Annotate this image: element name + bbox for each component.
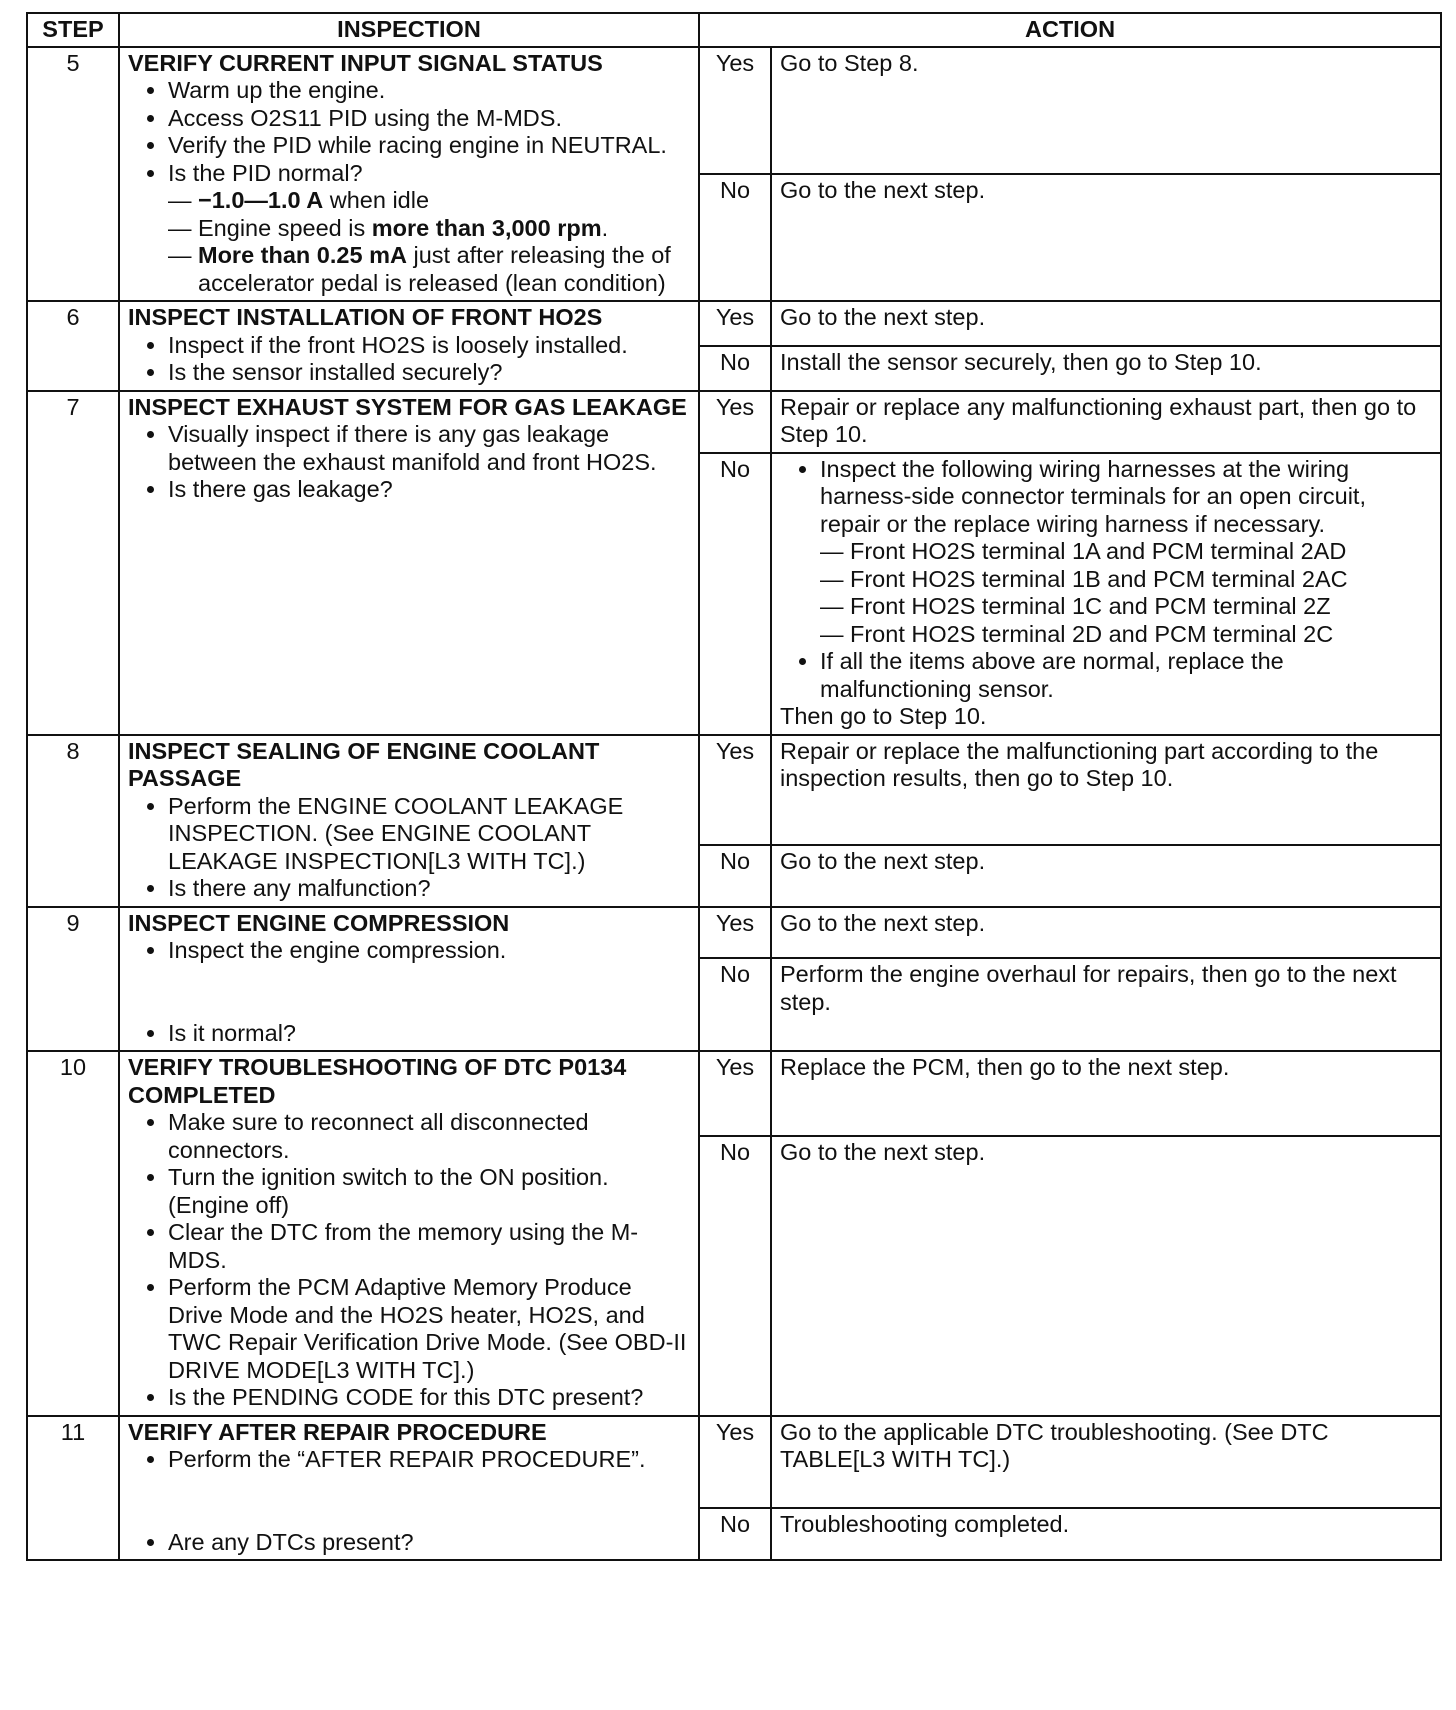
list-item: • If all the items above are normal, replace the malfunctioning sensor. — [820, 648, 1432, 703]
inspection-list — [128, 1529, 690, 1557]
spacer — [128, 1474, 690, 1529]
no-action: Troubleshooting completed. — [771, 1508, 1441, 1560]
table-row — [27, 391, 1441, 453]
list-item: • Perform the PCM Adaptive Memory Produce Drive Mode and the HO2S heater, HO2S, and TWC Repair Verification Drive Mode. (See OBD-II DRIVE MODE[L3 WITH TC].) — [168, 1274, 690, 1384]
inspection-list — [128, 332, 690, 387]
list-item: • Is there any malfunction? — [168, 875, 690, 903]
yes-action: Repair or replace the malfunctioning part according to the inspection results, then go to Step 10. — [771, 735, 1441, 846]
condition-list — [168, 187, 690, 297]
yes-action: Replace the PCM, then go to the next step. — [771, 1051, 1441, 1136]
no-label: No — [699, 845, 771, 907]
step-title: INSPECT ENGINE COMPRESSION — [128, 909, 510, 936]
no-label: No — [699, 1508, 771, 1560]
inspection-cell — [119, 1416, 699, 1561]
table-row — [27, 907, 1441, 959]
yes-label: Yes — [699, 1051, 771, 1136]
table-row — [27, 1051, 1441, 1136]
no-action: Go to the next step. — [771, 845, 1441, 907]
table-header-row — [27, 13, 1441, 47]
action-list — [780, 456, 1432, 704]
condition-item — [198, 242, 690, 297]
inspection-cell — [119, 735, 699, 907]
inspection-list — [128, 937, 690, 965]
inspection-cell — [119, 907, 699, 1052]
yes-action: Repair or replace any malfunctioning exhaust part, then go to Step 10. — [771, 391, 1441, 453]
list-item: • Make sure to reconnect all disconnected connectors. — [168, 1109, 690, 1164]
step-title: VERIFY TROUBLESHOOTING OF DTC P0134 COMPLETED — [128, 1054, 627, 1108]
list-item-text: Inspect the following wiring harnesses at the wiring harness-side connector terminals for an open circuit, repair or the replace wiring harness if necessary. — [820, 455, 1366, 537]
yes-action: Go to the applicable DTC troubleshooting. (See DTC TABLE[L3 WITH TC].) — [771, 1416, 1441, 1509]
inspection-list — [128, 1109, 690, 1412]
step-number: 8 — [27, 735, 119, 907]
step-number: 9 — [27, 907, 119, 1052]
no-action: Install the sensor securely, then go to Step 10. — [771, 346, 1441, 391]
step-title: VERIFY AFTER REPAIR PROCEDURE — [128, 1418, 547, 1445]
condition-value: More than 0.25 mA — [198, 242, 407, 268]
list-item: • Is it normal? — [168, 1020, 690, 1048]
list-item: • Visually inspect if there is any gas leakage between the exhaust manifold and front HO2S. — [168, 421, 690, 476]
yes-label: Yes — [699, 301, 771, 346]
list-item: • Are any DTCs present? — [168, 1529, 690, 1557]
list-item: • Access O2S11 PID using the M-MDS. — [168, 105, 690, 133]
inspection-cell — [119, 301, 699, 391]
terminal-item: — Front HO2S terminal 1C and PCM terminal 2Z — [850, 593, 1432, 621]
inspection-list — [128, 77, 690, 297]
inspection-cell — [119, 391, 699, 735]
troubleshooting-table — [26, 12, 1442, 1561]
step-title: INSPECT EXHAUST SYSTEM FOR GAS LEAKAGE — [128, 393, 687, 420]
inspection-list — [128, 1446, 690, 1474]
troubleshooting-document — [26, 12, 1440, 1561]
header-step: STEP — [27, 13, 119, 47]
step-title: INSPECT INSTALLATION OF FRONT HO2S — [128, 304, 603, 330]
step-number: 11 — [27, 1416, 119, 1561]
condition-item — [198, 215, 690, 243]
terminal-item: — Front HO2S terminal 1A and PCM terminal 2AD — [850, 538, 1432, 566]
list-item: • Warm up the engine. — [168, 77, 690, 105]
condition-text: . — [601, 214, 609, 241]
condition-text: when idle — [323, 187, 430, 213]
no-label: No — [699, 346, 771, 391]
no-label: No — [699, 958, 771, 1051]
no-action: Go to the next step. — [771, 1136, 1441, 1416]
no-label: No — [699, 1136, 771, 1416]
inspection-cell — [119, 1051, 699, 1416]
list-item: • Verify the PID while racing engine in NEUTRAL. — [168, 132, 690, 160]
terminal-item: — Front HO2S terminal 1B and PCM terminal 2AC — [850, 566, 1432, 594]
header-inspection: INSPECTION — [119, 13, 699, 47]
condition-item — [198, 187, 690, 215]
inspection-list — [128, 1020, 690, 1048]
yes-label: Yes — [699, 391, 771, 453]
yes-label: Yes — [699, 1416, 771, 1509]
table-row — [27, 1416, 1441, 1509]
condition-text: Engine speed is — [198, 214, 372, 241]
no-action: Go to the next step. — [771, 174, 1441, 301]
step-number: 6 — [27, 301, 119, 391]
list-item: • Perform the “AFTER REPAIR PROCEDURE”. — [168, 1446, 690, 1474]
step-title: VERIFY CURRENT INPUT SIGNAL STATUS — [128, 49, 603, 76]
list-item: • Is the sensor installed securely? — [168, 359, 690, 387]
list-item: • Is the PENDING CODE for this DTC present? — [168, 1384, 690, 1412]
yes-label: Yes — [699, 907, 771, 959]
step-number: 7 — [27, 391, 119, 735]
yes-label: Yes — [699, 47, 771, 174]
no-action — [771, 453, 1441, 735]
inspection-list — [128, 793, 690, 903]
terminal-list — [820, 538, 1432, 648]
yes-action: Go to Step 8. — [771, 47, 1441, 174]
condition-text: just after releasing the of accelerator pedal is released (lean condition) — [198, 242, 671, 296]
yes-label: Yes — [699, 735, 771, 846]
action-followup: Then go to Step 10. — [780, 703, 987, 729]
table-row — [27, 301, 1441, 346]
table-row — [27, 735, 1441, 846]
step-number: 5 — [27, 47, 119, 302]
step-title: INSPECT SEALING OF ENGINE COOLANT PASSAGE — [128, 737, 600, 791]
list-item: • Turn the ignition switch to the ON position. (Engine off) — [168, 1164, 690, 1219]
list-item: • Clear the DTC from the memory using the M-MDS. — [168, 1219, 690, 1274]
terminal-item: — Front HO2S terminal 2D and PCM terminal 2C — [850, 621, 1432, 649]
step-number: 10 — [27, 1051, 119, 1416]
yes-action: Go to the next step. — [771, 301, 1441, 346]
yes-action: Go to the next step. — [771, 907, 1441, 959]
list-item — [820, 456, 1432, 649]
list-item: • Inspect if the front HO2S is loosely installed. — [168, 332, 690, 360]
list-item: • Perform the ENGINE COOLANT LEAKAGE INSPECTION. (See ENGINE COOLANT LEAKAGE INSPECTION[L3 WITH TC].) — [168, 793, 690, 876]
condition-value: −1.0—1.0 A — [198, 187, 324, 213]
no-label: No — [699, 174, 771, 301]
condition-value: more than 3,000 rpm — [371, 214, 602, 241]
list-item — [168, 160, 690, 298]
header-action: ACTION — [699, 13, 1441, 47]
no-action: Perform the engine overhaul for repairs, then go to the next step. — [771, 958, 1441, 1051]
spacer — [128, 965, 690, 1020]
table-row — [27, 47, 1441, 174]
list-item: • Is there gas leakage? — [168, 476, 690, 504]
no-label: No — [699, 453, 771, 735]
list-item: • Inspect the engine compression. — [168, 937, 690, 965]
list-item-text: Is the PID normal? — [168, 159, 363, 186]
inspection-cell — [119, 47, 699, 302]
inspection-list — [128, 421, 690, 504]
